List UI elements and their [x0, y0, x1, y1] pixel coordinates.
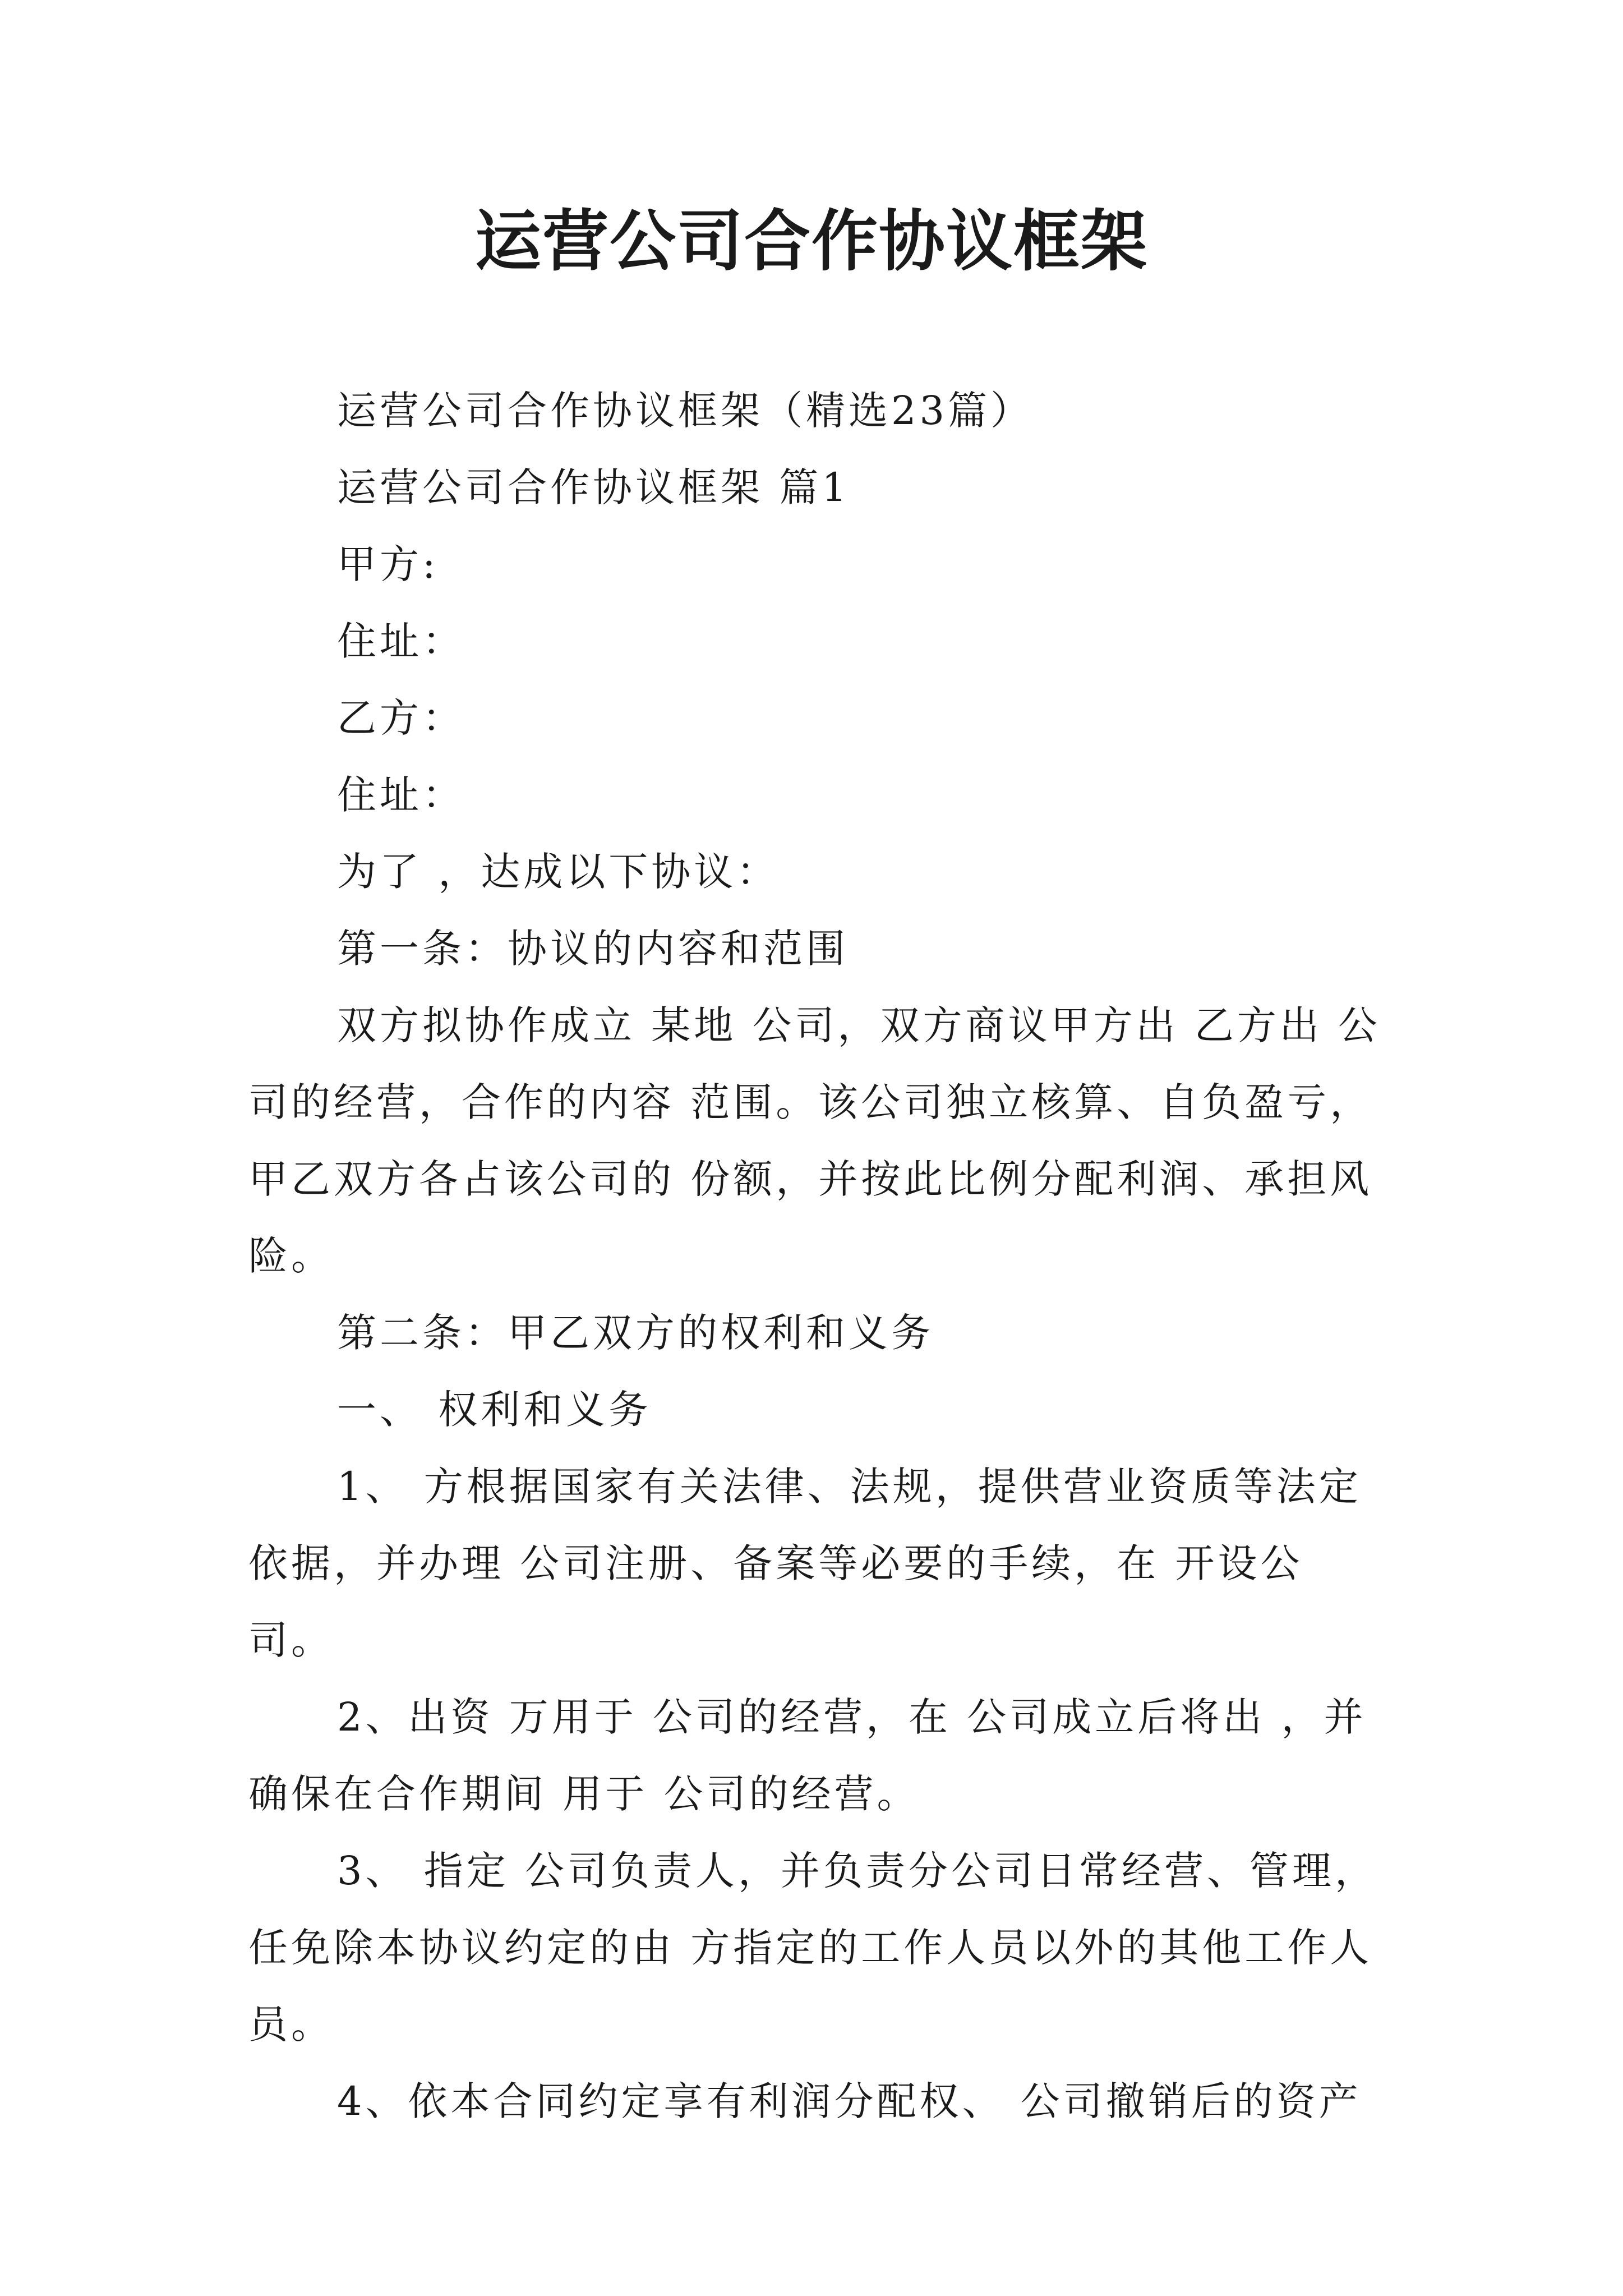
- preamble-paragraph: 为了 ，达成以下协议：: [337, 849, 780, 895]
- party-b-address-label: 住址：: [337, 772, 465, 818]
- clause-2: 2、出资 万用于 公司的经营，在 公司成立后将出 ，并确保在合作期间 用于 公司的经营。: [248, 1694, 1367, 1817]
- party-a-label: 甲方:: [337, 541, 439, 587]
- party-b-label: 乙方：: [337, 695, 465, 741]
- rights-duties-heading: 一、 权利和义务: [337, 1387, 652, 1433]
- clause-1: 1、 方根据国家有关法律、法规，提供营业资质等法定依据，并办理 公司注册、备案等必要的手续，在 开设公司。: [248, 1464, 1362, 1663]
- subtitle-paragraph: 运营公司合作协议框架（精选23篇）: [337, 388, 1034, 434]
- party-a-address-label: 住址：: [337, 618, 465, 664]
- document-title: 运营公司合作协议框架: [474, 202, 1148, 280]
- section-heading: 运营公司合作协议框架 篇1: [337, 464, 850, 510]
- article-1-body: 双方拟协作成立 某地 公司，双方商议甲方出 乙方出 公司的经营，合作的内容 范围。该公司独立核算、自负盈亏，甲乙双方各占该公司的 份额，并按此比例分配利润、承担风险。: [248, 1002, 1381, 1279]
- clause-3: 3、 指定 公司负责人，并负责分公司日常经营、管理，任免除本协议约定的由 方指定的工作人员以外的其他工作人员。: [248, 1848, 1378, 2047]
- article-1-heading: 第一条：协议的内容和范围: [337, 926, 849, 972]
- clause-4: 4、依本合同约定享有利润分配权、 公司撤销后的资产: [337, 2078, 1362, 2124]
- document-body: [248, 372, 1387, 2140]
- article-2-heading: 第二条：甲乙双方的权利和义务: [337, 1310, 934, 1356]
